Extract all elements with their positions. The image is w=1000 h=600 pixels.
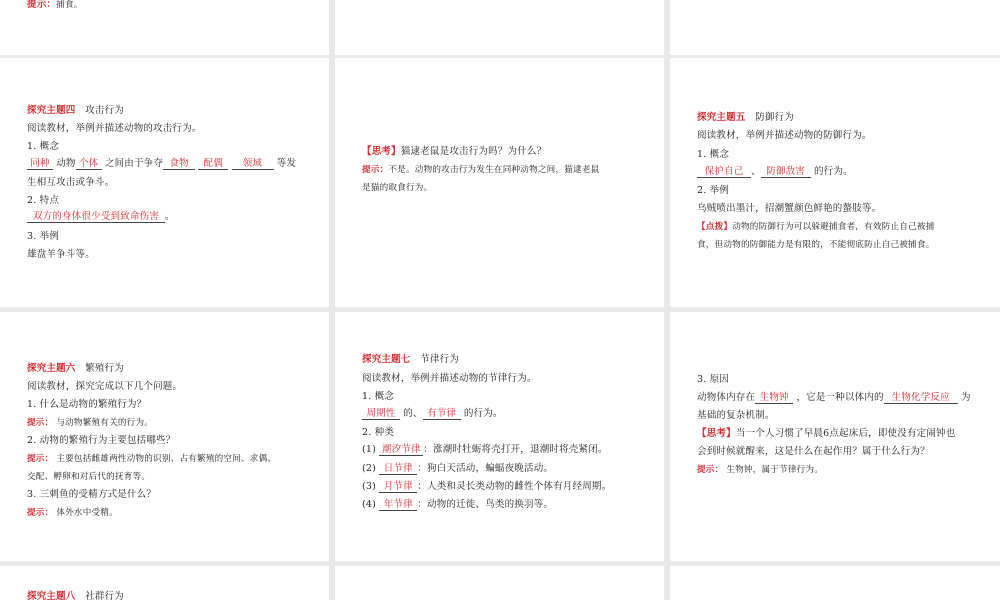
text: 等发 — [276, 158, 297, 169]
answer-blank: 个体 — [76, 158, 102, 170]
hint-text: 生物钟，属于节律行为。 — [726, 465, 824, 475]
topic-number: 探究主题六 — [27, 363, 76, 374]
item-number: (2) — [362, 463, 377, 474]
example-text: 乌贼喷出墨汁，招潮蟹颜色鲜艳的螯肢等。 — [697, 203, 882, 214]
item-number: (1) — [362, 444, 377, 455]
answer-blank: 防御敌害 — [761, 166, 811, 178]
trait-line: 双方的身体很少受到致命伤害 。 — [27, 211, 175, 223]
slide-top-middle — [335, 0, 664, 55]
intro-text: 阅读教材，举例并描述动物的攻击行为。 — [27, 123, 202, 134]
trait-heading: 2. 特点 — [27, 195, 60, 206]
slide-top-right — [670, 0, 1000, 55]
topic-title — [362, 354, 459, 366]
hint-line — [27, 0, 83, 11]
topic-number: 探究主题八 — [27, 591, 76, 600]
slide-bottom-middle — [335, 566, 664, 600]
item-number: (3) — [362, 481, 377, 492]
topic-name: 攻击行为 — [85, 105, 124, 116]
text: 之间由于争夺 — [104, 158, 164, 169]
think-text: 当一个人习惯了早晨6点起床后，即使没有定闹钟也 — [735, 428, 956, 439]
example-text: 雄盘羊争斗等。 — [27, 249, 95, 260]
text: 的、 — [403, 408, 423, 419]
hint-line — [362, 164, 599, 176]
slide-topic-6 — [0, 312, 329, 561]
slide-topic-8 — [0, 566, 329, 600]
concept-heading: 1. 概念 — [362, 391, 395, 402]
question-2: 2. 动物的繁殖行为主要包括哪些？ — [27, 435, 176, 446]
slide-think-cat — [335, 58, 664, 307]
text: ：涨潮时牡蛎将壳打开，退潮时将壳紧闭。 — [423, 444, 608, 455]
answer-1 — [27, 417, 153, 429]
topic-number: 探究主题四 — [27, 105, 76, 116]
concept-line-2: 生相互攻击或争斗。 — [27, 177, 115, 188]
type-4 — [362, 499, 553, 511]
answer-blank: 周期性 — [362, 408, 400, 420]
topic-name: 节律行为 — [420, 354, 459, 365]
cause-line-2: 基础的复杂机制。 — [697, 410, 775, 421]
concept-line — [362, 408, 503, 420]
intro-text: 阅读教材，探究完成以下几个问题。 — [27, 381, 183, 392]
type-2 — [362, 463, 553, 475]
hint-text: 不是。动物的攻击行为发生在同种动物之间，猫逮老鼠 — [388, 165, 600, 175]
slide-rhythm-cause — [670, 312, 1000, 561]
text: 动物体内存在 — [697, 392, 756, 403]
hint-text: 捕食。 — [56, 0, 83, 10]
note-label: 【点拨】 — [697, 222, 733, 232]
slide-topic-7 — [335, 312, 664, 561]
answer-2 — [27, 453, 276, 465]
note-line-2: 食，但动物的防御能力是有限的，不能彻底防止自己被捕食。 — [697, 240, 935, 250]
text: 为 — [960, 392, 971, 403]
answer-blank: 领域 — [232, 158, 274, 170]
think-text: 猫逮老鼠是攻击行为吗？为什么？ — [400, 146, 547, 157]
answer-blank: 日节律 — [379, 463, 417, 475]
example-heading: 2. 举例 — [697, 185, 730, 196]
slide-topic-4 — [0, 58, 329, 307]
answer-blank: 生物化学反应 — [884, 392, 958, 404]
text: 动物 — [56, 158, 76, 169]
answer-text: 主要包括雌雄两性动物的识别、占有繁殖的空间、求偶、 — [56, 454, 277, 464]
answer-text: 体外水中受精。 — [56, 508, 118, 518]
text: ，它是一种以体内的 — [796, 392, 884, 403]
hint-line — [697, 464, 823, 476]
topic-number: 探究主题七 — [362, 354, 411, 365]
answer-blank: 食物 — [163, 158, 195, 170]
concept-line — [27, 158, 296, 170]
answer-text: 与动物繁殖有关的行为。 — [56, 418, 154, 428]
types-heading: 2. 种类 — [362, 427, 395, 438]
think-label: 【思考】 — [697, 428, 736, 439]
text: ：狗白天活动，蝙蝠夜晚活动。 — [417, 463, 554, 474]
topic-title — [27, 591, 124, 600]
answer-blank: 月节律 — [379, 481, 417, 493]
hint-label: 提示： — [697, 465, 724, 475]
type-3 — [362, 481, 611, 493]
answer-blank: 潮汐节律 — [379, 444, 423, 456]
hint-label: 提示： — [27, 0, 57, 10]
think-label: 【思考】 — [362, 146, 401, 157]
concept-line: 保护自己 、 防御敌害 的行为。 — [697, 166, 853, 178]
text: ：人类和灵长类动物的雌性个体有月经周期。 — [417, 481, 612, 492]
text: 的行为。 — [813, 166, 853, 177]
hint-label: 提示： — [27, 454, 54, 464]
concept-heading: 1. 概念 — [27, 141, 60, 152]
question-1: 1. 什么是动物的繁殖行为？ — [27, 399, 147, 410]
topic-number: 探究主题五 — [697, 112, 746, 123]
intro-text: 阅读教材，举例并描述动物的防御行为。 — [697, 130, 872, 141]
note-line — [697, 221, 934, 233]
answer-blank: 生物钟 — [755, 392, 793, 404]
topic-title — [27, 105, 124, 117]
answer-blank: 保护自己 — [697, 166, 751, 178]
intro-text: 阅读教材，举例并描述动物的节律行为。 — [362, 373, 537, 384]
text: ：动物的迁徙、鸟类的换羽等。 — [417, 499, 554, 510]
answer-blank: 配偶 — [198, 158, 228, 170]
cause-heading: 3. 原因 — [697, 374, 730, 385]
concept-heading: 1. 概念 — [697, 149, 730, 160]
answer-blank: 同种 — [27, 158, 53, 170]
answer-3 — [27, 507, 118, 519]
hint-label: 提示： — [27, 418, 54, 428]
slide-bottom-right — [670, 566, 1000, 600]
topic-title — [697, 112, 794, 124]
answer-blank: 双方的身体很少受到致命伤害 — [27, 211, 165, 223]
item-number: (4) — [362, 499, 377, 510]
hint-label: 提示： — [362, 165, 389, 175]
slide-topic-5 — [670, 58, 1000, 307]
text: 的行为。 — [463, 408, 503, 419]
answer-blank: 有节律 — [423, 408, 461, 420]
cause-line — [697, 392, 971, 404]
topic-name: 社群行为 — [85, 591, 124, 600]
think-line-2: 会到时候就醒来，这是什么在起作用？属于什么行为？ — [697, 446, 930, 457]
answer-blank: 年节律 — [379, 499, 417, 511]
note-text: 动物的防御行为可以躲避捕食者，有效防止自己被捕 — [732, 222, 935, 232]
question-3: 3. 三刺鱼的受精方式是什么？ — [27, 489, 157, 500]
topic-title — [27, 363, 124, 375]
think-line — [362, 146, 546, 158]
example-heading: 3. 举例 — [27, 231, 60, 242]
think-line — [697, 428, 955, 440]
hint-label: 提示： — [27, 508, 54, 518]
topic-name: 防御行为 — [755, 112, 794, 123]
type-1 — [362, 444, 608, 456]
slide-top-left — [0, 0, 329, 55]
topic-name: 繁殖行为 — [85, 363, 124, 374]
hint-line-2: 是猫的取食行为。 — [362, 183, 433, 193]
answer-2-line-2: 交配、孵卵和对后代的抚育等。 — [27, 472, 151, 482]
